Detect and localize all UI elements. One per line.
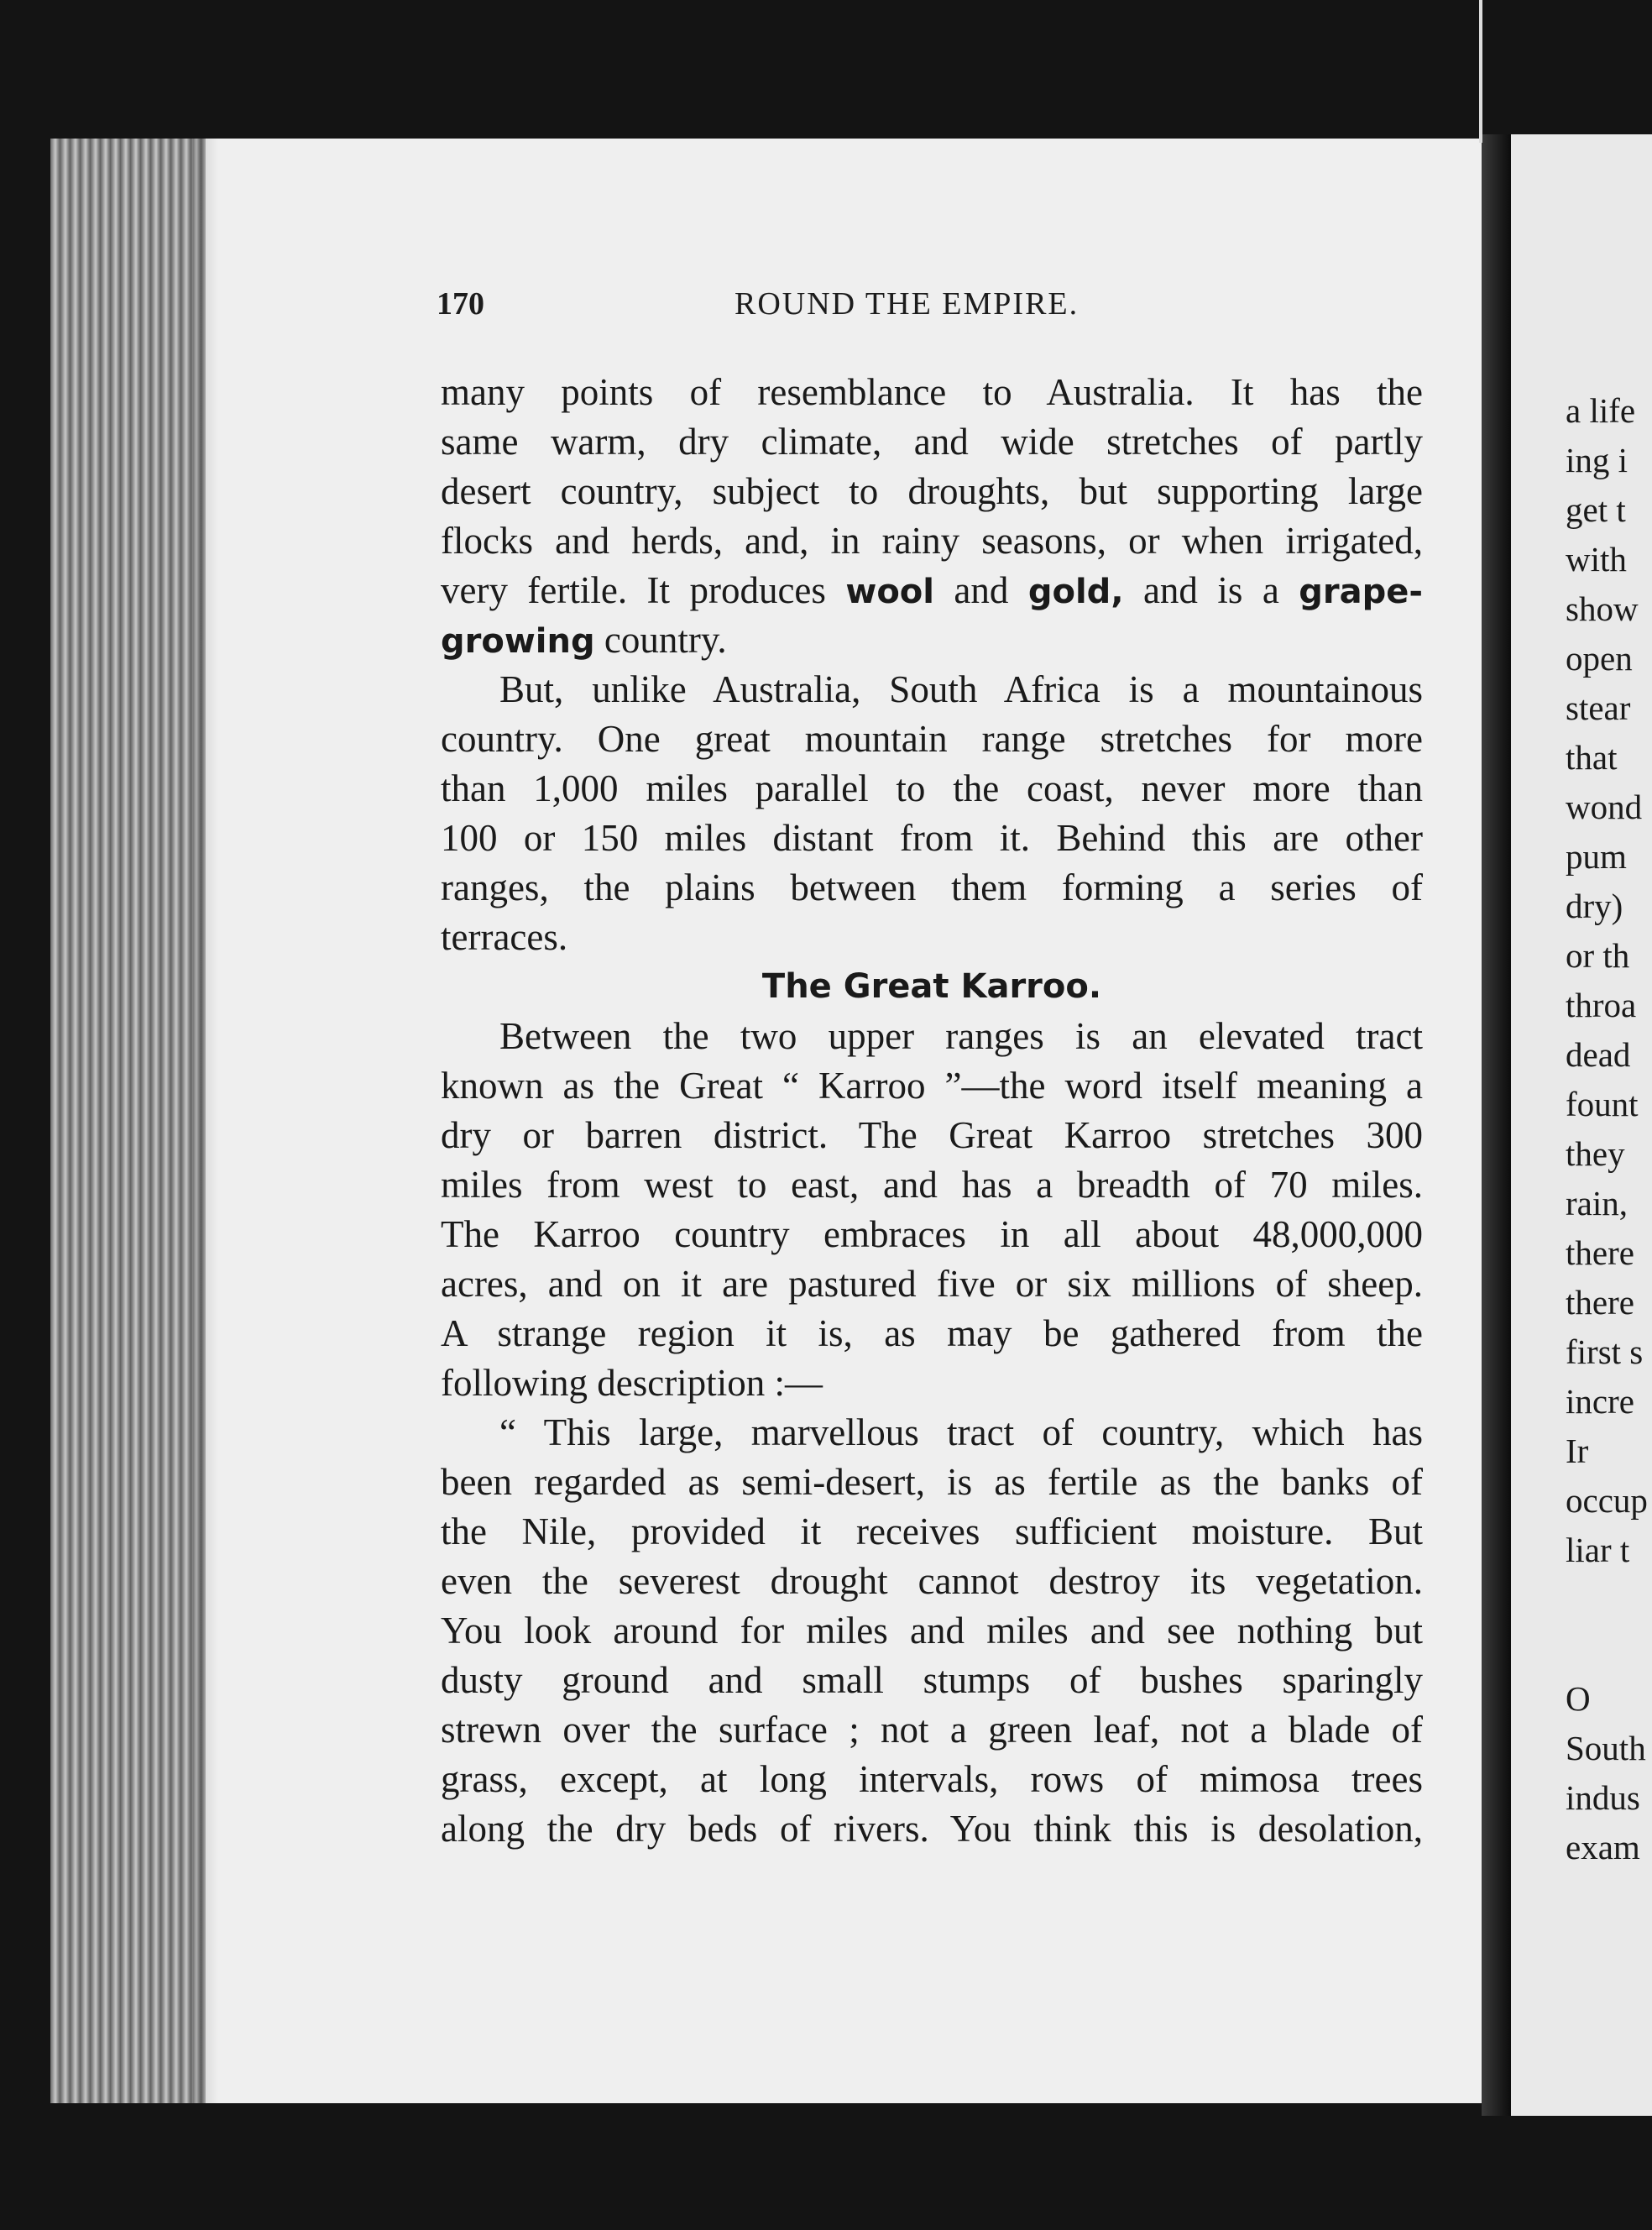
text-line <box>441 566 1423 615</box>
text-run: along the dry beds of rivers. You think this is desolation, <box>441 1808 1423 1850</box>
right-page-line: South <box>1566 1729 1646 1767</box>
right-page-line: open <box>1566 639 1633 678</box>
book-gutter <box>1482 134 1511 2116</box>
right-page-line: rain, <box>1566 1184 1628 1222</box>
text-line <box>441 1111 1423 1160</box>
right-page-gap <box>1566 1575 1652 1674</box>
right-page-line: liar t <box>1566 1531 1630 1569</box>
text-run: than 1,000 miles parallel to the coast, never more than <box>441 767 1423 809</box>
text-run: 100 or 150 miles distant from it. Behind this are other <box>441 817 1423 859</box>
page-header <box>437 285 1385 336</box>
text-line <box>441 516 1423 566</box>
page-shadow <box>193 139 218 2103</box>
text-run: terraces. <box>441 916 568 958</box>
text-line <box>441 1061 1423 1111</box>
text-line <box>441 417 1423 467</box>
text-run: desert country, subject to droughts, but supporting large <box>441 470 1423 512</box>
right-page-line: get t <box>1566 490 1626 529</box>
text-line <box>441 467 1423 516</box>
text-run: dry or barren district. The Great Karroo stretches 300 <box>441 1114 1423 1156</box>
right-page-line: ing i <box>1566 441 1628 479</box>
text-line <box>441 1804 1423 1854</box>
text-line <box>441 913 1423 962</box>
text-run: strewn over the surface ; not a green leaf, not a blade of <box>441 1709 1423 1751</box>
text-run: The Karroo country embraces in all about 48,000,000 <box>441 1213 1423 1255</box>
right-page-line: exam <box>1566 1828 1640 1866</box>
text-run: the Nile, provided it receives sufficient moisture. But <box>441 1510 1423 1552</box>
text-line <box>441 715 1423 764</box>
bold-term: gold, <box>1027 573 1124 611</box>
text-run: A strange region it is, as may be gathered from the <box>441 1312 1423 1354</box>
right-page-line: or th <box>1566 936 1630 975</box>
text-line <box>441 1259 1423 1309</box>
text-line <box>441 1210 1423 1259</box>
right-page-line: O <box>1566 1679 1591 1718</box>
text-run: very fertile. It produces <box>441 569 846 611</box>
right-page-line: wond <box>1566 788 1643 826</box>
text-line <box>441 764 1423 814</box>
right-page-line: they <box>1566 1134 1625 1173</box>
running-title: ROUND THE EMPIRE. <box>735 286 1080 322</box>
text-line <box>441 1755 1423 1804</box>
page-number: 170 <box>437 286 484 322</box>
right-page-line: with <box>1566 540 1627 578</box>
text-run: and is a <box>1123 569 1299 611</box>
text-line <box>441 665 1423 715</box>
text-line <box>441 1309 1423 1358</box>
text-run: Between the two upper ranges is an elevated tract <box>499 1015 1423 1057</box>
text-line <box>441 1606 1423 1656</box>
text-run: even the severest drought cannot destroy its vegetation. <box>441 1560 1423 1602</box>
text-run: same warm, dry climate, and wide stretches of partly <box>441 421 1423 463</box>
bold-term: grape- <box>1299 573 1423 611</box>
text-run: miles from west to east, and has a breadth of 70 miles. <box>441 1164 1423 1206</box>
text-line <box>441 1012 1423 1061</box>
bold-term: growing <box>441 622 595 661</box>
text-line <box>441 814 1423 863</box>
text-run: many points of resemblance to Australia. It has the <box>441 371 1423 413</box>
right-page-line: a life <box>1566 391 1636 430</box>
right-page-line: Ir <box>1566 1432 1589 1470</box>
right-page-line: incre <box>1566 1382 1634 1421</box>
right-page-text <box>1566 386 1652 1872</box>
text-run: But, unlike Australia, South Africa is a mountainous <box>499 668 1423 710</box>
right-page-line: occup <box>1566 1481 1648 1520</box>
text-line <box>441 1358 1423 1408</box>
bold-term: wool <box>845 573 934 611</box>
text-run: known as the Great “ Karroo ”—the word itself meaning a <box>441 1065 1423 1107</box>
left-page-text <box>441 368 1423 1854</box>
text-line <box>441 1507 1423 1557</box>
text-line <box>441 1656 1423 1705</box>
text-run: ranges, the plains between them forming a series of <box>441 866 1423 908</box>
right-page-line: show <box>1566 589 1639 628</box>
text-run: You look around for miles and miles and see nothing but <box>441 1610 1423 1652</box>
text-line <box>441 1705 1423 1755</box>
right-page-line: throa <box>1566 986 1637 1024</box>
text-line <box>441 1408 1423 1458</box>
right-page-line: dead <box>1566 1035 1631 1074</box>
text-run: and <box>933 569 1028 611</box>
text-run: following description :— <box>441 1362 823 1404</box>
text-line <box>441 368 1423 417</box>
right-page-line: there <box>1566 1283 1634 1322</box>
text-run: country. <box>594 619 727 661</box>
right-page-line: dry) <box>1566 887 1623 925</box>
right-page-line: there <box>1566 1233 1634 1272</box>
text-run: grass, except, at long intervals, rows of mimosa trees <box>441 1758 1423 1800</box>
text-run: “ This large, marvellous tract of country, which has <box>499 1411 1423 1453</box>
text-line <box>441 615 1423 665</box>
paper-strip <box>1479 0 1482 143</box>
text-line <box>441 863 1423 913</box>
text-run: country. One great mountain range stretches for more <box>441 718 1423 760</box>
right-page-line: indus <box>1566 1778 1640 1817</box>
section-heading: The Great Karroo. <box>761 967 1102 1006</box>
right-page-line: first s <box>1566 1332 1644 1371</box>
right-page-line: that <box>1566 738 1618 777</box>
text-line <box>441 1160 1423 1210</box>
text-run: dusty ground and small stumps of bushes sparingly <box>441 1659 1423 1701</box>
text-run: acres, and on it are pastured five or six millions of sheep. <box>441 1263 1423 1305</box>
right-page-line: stear <box>1566 688 1631 727</box>
right-page-line: pum <box>1566 837 1627 876</box>
text-line <box>441 1557 1423 1606</box>
text-line <box>441 1458 1423 1507</box>
text-run: been regarded as semi-desert, is as fertile as the banks of <box>441 1461 1423 1503</box>
right-page-line: fount <box>1566 1085 1639 1123</box>
text-run: flocks and herds, and, in rainy seasons, or when irrigated, <box>441 520 1423 562</box>
